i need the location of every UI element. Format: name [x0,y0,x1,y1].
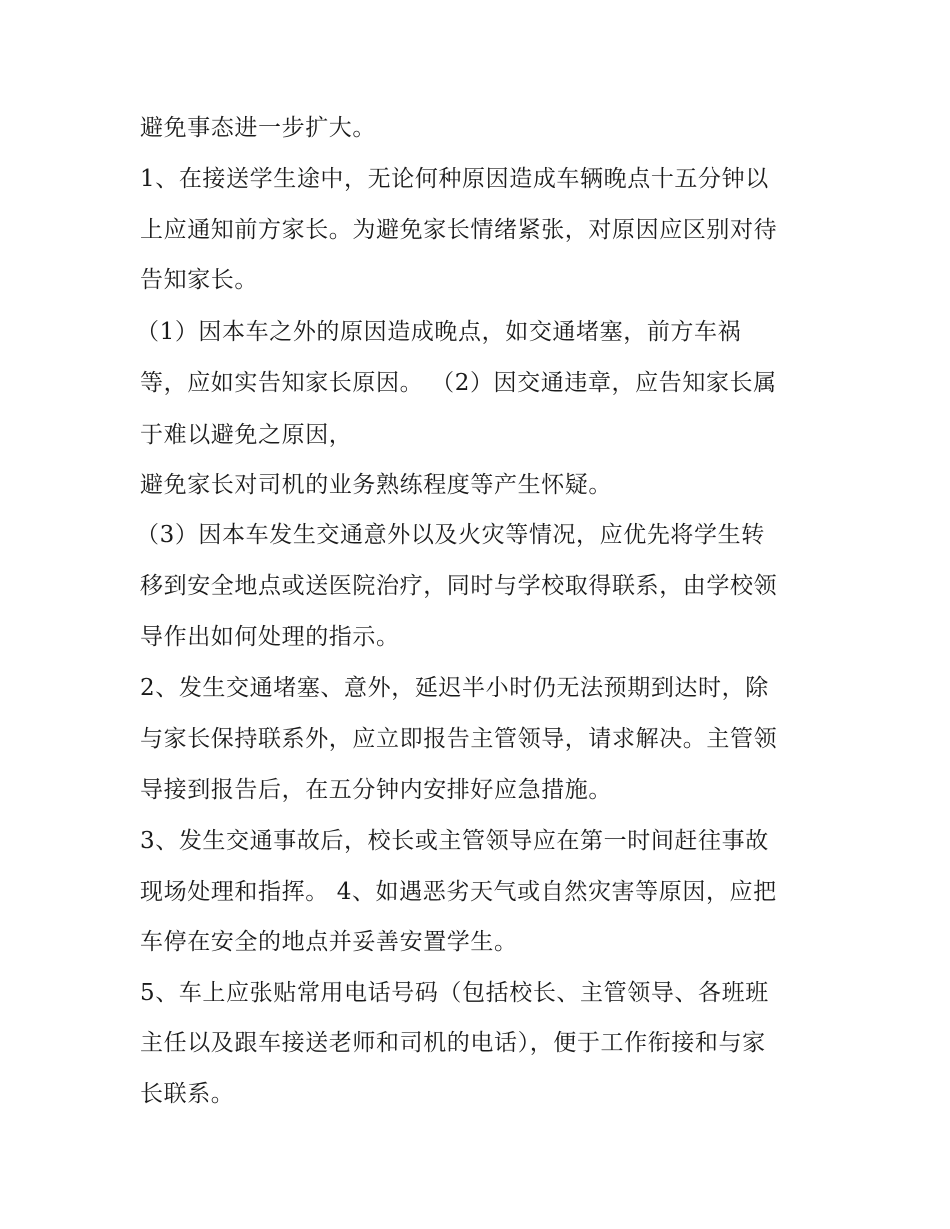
text-line: 于难以避免之原因， [140,422,353,448]
text-line: 主任以及跟车接送老师和司机的电话），便于工作衔接和与家 [140,1030,766,1056]
text-line: 与家长保持联系外，应立即报告主管领导，请求解决。主管领 [140,726,778,752]
text-line: 1、在接送学生途中，无论何种原因造成车辆晚点十五分钟以 [140,166,769,192]
text-line: 现场处理和指挥。 4、如遇恶劣天气或自然灾害等原因，应把 [140,879,777,905]
text-line: 上应通知前方家长。为避免家长情绪紧张，对原因应区别对待 [140,217,778,243]
text-line: 避免事态进一步扩大。 [140,115,376,141]
text-line: 导接到报告后，在五分钟内安排好应急措施。 [140,777,612,803]
text-line: （1）因本车之外的原因造成晚点，如交通堵塞，前方车祸 [136,319,742,345]
text-line: 导作出如何处理的指示。 [140,624,400,650]
text-line: 车停在安全的地点并妥善安置学生。 [140,929,518,955]
text-line: 等，应如实告知家长原因。 （2）因交通违章，应告知家长属 [140,370,777,396]
text-line: 3、发生交通事故后，校长或主管领导应在第一时间赶往事故 [140,828,769,854]
text-line: 移到安全地点或送医院治疗，同时与学校取得联系，由学校领 [140,573,778,599]
text-line: 告知家长。 [140,267,258,293]
text-line: 避免家长对司机的业务熟练程度等产生怀疑。 [140,472,612,498]
text-line: 5、车上应张贴常用电话号码（包括校长、主管领导、各班班 [140,980,769,1006]
text-line: 2、发生交通堵塞、意外，延迟半小时仍无法预期到达时，除 [140,675,769,701]
text-line: 长联系。 [140,1081,235,1107]
text-line: （3）因本车发生交通意外以及火灾等情况，应优先将学生转 [136,522,765,548]
